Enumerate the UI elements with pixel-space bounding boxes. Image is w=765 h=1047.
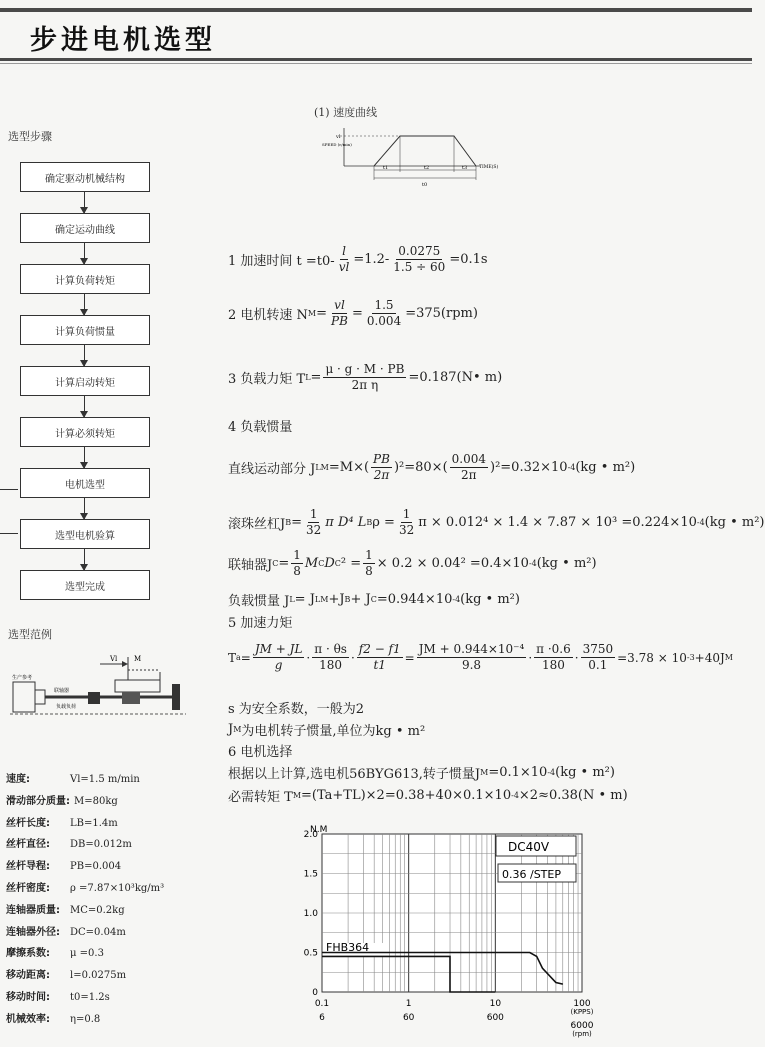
param-value: Vl=1.5 m/min — [70, 774, 140, 785]
slide-load — [115, 680, 160, 692]
param-value: ρ =7.87×10³kg/m³ — [70, 883, 165, 894]
param-row — [6, 857, 121, 872]
chart-y-tick: 1.0 — [303, 909, 318, 919]
diagram-coupling-label: 联轴器 — [54, 688, 70, 694]
page-title: 步进电机选型 — [30, 25, 216, 56]
motor-shaft — [35, 690, 45, 704]
calc-motor-select-heading: 6 电机选择 — [228, 745, 293, 760]
param-value: MC=0.2kg — [70, 904, 125, 916]
param-label: 速度: — [6, 774, 30, 785]
flow-step: 选型完成 — [20, 570, 150, 600]
chart-x-tick-top: 100 — [573, 999, 591, 1009]
calc-safety-factor: s 为安全系数，一般为2 — [228, 702, 365, 717]
chart-x-unit-top: (KPPS) — [570, 1008, 594, 1016]
param-value: t0=1.2s — [70, 992, 110, 1003]
flow-side-arrow-2 — [0, 533, 18, 534]
header-rule-bottom — [0, 58, 752, 61]
calc-load-inertia-heading: 4 负载惯量 — [228, 420, 293, 435]
param-label: 连轴器外径: — [6, 926, 60, 938]
flow-side-arrow-1 — [0, 489, 18, 490]
calc-total-inertia: 负载惯量 J L = J LM +J B + J C =0.944×10 -4 (kg • m²) — [228, 592, 520, 609]
param-value: DB=0.012m — [70, 839, 132, 851]
diagram-screw-label: 负载负荷 — [56, 704, 77, 710]
param-label: 丝杆直径: — [6, 839, 50, 851]
calc-rotor-inertia-note: J M 为电机转子惯量,单位为kg • m² — [228, 722, 426, 739]
flow-arrow — [84, 396, 85, 417]
velocity-t2: t2 — [424, 165, 430, 171]
param-row — [6, 835, 132, 850]
flow-arrow — [84, 243, 85, 264]
flow-arrow — [84, 294, 85, 315]
flow-step: 确定运动曲线 — [20, 213, 150, 243]
chart-annotation-model: FHB364 — [326, 940, 370, 954]
velocity-trapezoid — [374, 136, 476, 166]
chart-x-tick-top: 0.1 — [314, 999, 330, 1009]
flow-step: 计算必须转矩 — [20, 417, 150, 447]
param-row — [6, 923, 126, 938]
chart-ylabel: N.M — [310, 825, 328, 835]
velocity-caption: (1) 速度曲线 — [314, 106, 378, 119]
chart-y-tick: 0 — [312, 988, 318, 998]
chart-x-tick-bottom: 6000 — [570, 1021, 594, 1031]
chart-annotation-step: 0.36 /STEP — [502, 868, 561, 881]
calc-motor-speed: 2 电机转速 N M = $\frac{vl}{PB}$ = $\frac{1.5}{0.004}$ =375(rpm) — [228, 298, 478, 328]
header-rule-thin — [0, 63, 752, 64]
param-value: LB=1.4m — [70, 817, 118, 829]
flow-arrow — [84, 447, 85, 468]
chart-y-tick: 0.5 — [303, 948, 318, 959]
param-label: 移动时间: — [6, 992, 50, 1003]
param-label: 摩擦系数: — [6, 948, 50, 960]
param-label: 连轴器质量: — [6, 904, 60, 916]
param-row — [6, 770, 140, 785]
param-label: 机械效率: — [6, 1013, 50, 1025]
flow-step: 选型电机验算 — [20, 519, 150, 549]
calc-accel-torque: T a = $\frac{JM + JL}{g}$ · $\frac{\pi \cdot \theta s}{180}$ · $\frac{f2 - f1}{t1}$ = $\frac{\text{JM + 0.944×10⁻⁴}}{9.8}$ · $\frac{\pi \cdot 0.6}{180}$ · $\frac{3750}{0.1}$ =3.78 × 10 -3 +40J M — [228, 642, 733, 672]
flow-arrow — [84, 345, 85, 366]
param-label: 移动距离: — [6, 970, 50, 982]
chart-y-tick: 1.5 — [303, 869, 318, 880]
nut-block — [122, 692, 140, 704]
calc-linear-inertia: 直线运动部分 J LM =M×( $\frac{PB}{2\pi}$ )²=80×( $\frac{0.004}{2\pi}$ )²=0.32×10 -4 (kg • m²) — [228, 452, 636, 482]
velocity-ylabel: SPEED (r/min) — [322, 142, 352, 147]
param-value: η=0.8 — [70, 1013, 101, 1025]
velocity-curve — [320, 124, 510, 190]
flow-step: 计算负荷惯量 — [20, 315, 150, 345]
diagram-motor-label: 生产参考 — [12, 675, 33, 681]
param-row — [6, 901, 125, 916]
param-value: l=0.0275m — [70, 970, 127, 982]
flow-step: 计算负荷转矩 — [20, 264, 150, 294]
param-row — [6, 944, 104, 959]
chart-x-tick-bottom: 60 — [402, 1013, 415, 1023]
calc-load-torque: 3 负载力矩 T L = $\frac{\mu \cdot g \cdot M \cdot PB}{\text{2π η}}$ =0.187(N• m) — [228, 362, 503, 392]
diagram-m: M — [134, 655, 142, 663]
velocity-t3: t3 — [462, 165, 468, 171]
param-row — [6, 879, 164, 894]
velocity-t0: t0 — [422, 182, 428, 188]
param-value: μ =0.3 — [70, 948, 104, 960]
calc-ballscrew-inertia: 滚珠丝杠J B = $\frac{1}{32}$ π D⁴ L B ρ = $\frac{1}{32}$ π × 0.012⁴ × 1.4 × 7.87 × 10³ =0.224×10 -4 (kg • m²) — [228, 507, 765, 537]
param-row — [6, 966, 126, 981]
param-value: DC=0.04m — [70, 926, 126, 938]
param-row — [6, 792, 118, 807]
example-heading: 选型范例 — [8, 628, 52, 641]
calc-accel-torque-heading: 5 加速力矩 — [228, 616, 293, 631]
param-value: PB=0.004 — [70, 861, 122, 873]
calc-required-torque: 必需转矩 T M =(Ta+TL)×2=0.38+40×0.1×10 -4 ×2≈0.38(N • m) — [228, 788, 628, 805]
param-label: 滑动部分质量: — [6, 795, 70, 807]
calc-accel-time: 1 加速时间 t =t0- $\frac{l}{vl}$ =1.2- $\frac{0.0275}{1.5 \div 60}$ =0.1s — [228, 244, 488, 274]
flow-arrow — [84, 192, 85, 213]
chart-y-tick: 2.0 — [303, 830, 318, 840]
param-row — [6, 988, 110, 1003]
flow-arrow — [84, 498, 85, 519]
param-label: 丝杆长度: — [6, 817, 50, 829]
end-bearing — [172, 684, 180, 710]
chart-x-tick-top: 10 — [489, 999, 502, 1009]
param-row — [6, 1010, 100, 1025]
flow-step: 确定驱动机械结构 — [20, 162, 150, 192]
header-rule-top — [0, 8, 752, 12]
param-value: M=80kg — [74, 795, 118, 807]
torque-speed-chart — [290, 822, 610, 1044]
flow-step: 电机选型 — [20, 468, 150, 498]
flow-step: 计算启动转矩 — [20, 366, 150, 396]
velocity-v: vl — [336, 134, 341, 140]
velocity-xlabel: TIME(S) — [479, 165, 499, 170]
chart-x-unit-bottom: (rpm) — [572, 1030, 592, 1038]
steps-heading: 选型步骤 — [8, 130, 52, 143]
chart-annotation-voltage: DC40V — [508, 840, 550, 854]
param-label: 丝杆密度: — [6, 883, 50, 894]
chart-x-tick-top: 1 — [405, 999, 412, 1009]
param-row — [6, 814, 118, 829]
diagram-vl: Vl — [110, 655, 118, 663]
calc-motor-select: 根据以上计算,选电机56BYG613,转子惯量J M =0.1×10 -4 (kg • m²) — [228, 765, 615, 782]
flow-arrow — [84, 549, 85, 570]
param-label: 丝杆导程: — [6, 861, 50, 873]
chart-x-tick-bottom: 6 — [319, 1013, 325, 1023]
calc-coupling-inertia: 联轴器J C = $\frac{1}{8}$ M C D C ² = $\frac{1}{8}$ × 0.2 × 0.04² =0.4×10 -4 (kg • m²) — [228, 548, 597, 578]
mechanism-diagram — [10, 652, 190, 732]
chart-x-tick-bottom: 600 — [486, 1013, 504, 1023]
velocity-t1: t1 — [383, 165, 389, 171]
motor-shape — [13, 682, 35, 712]
